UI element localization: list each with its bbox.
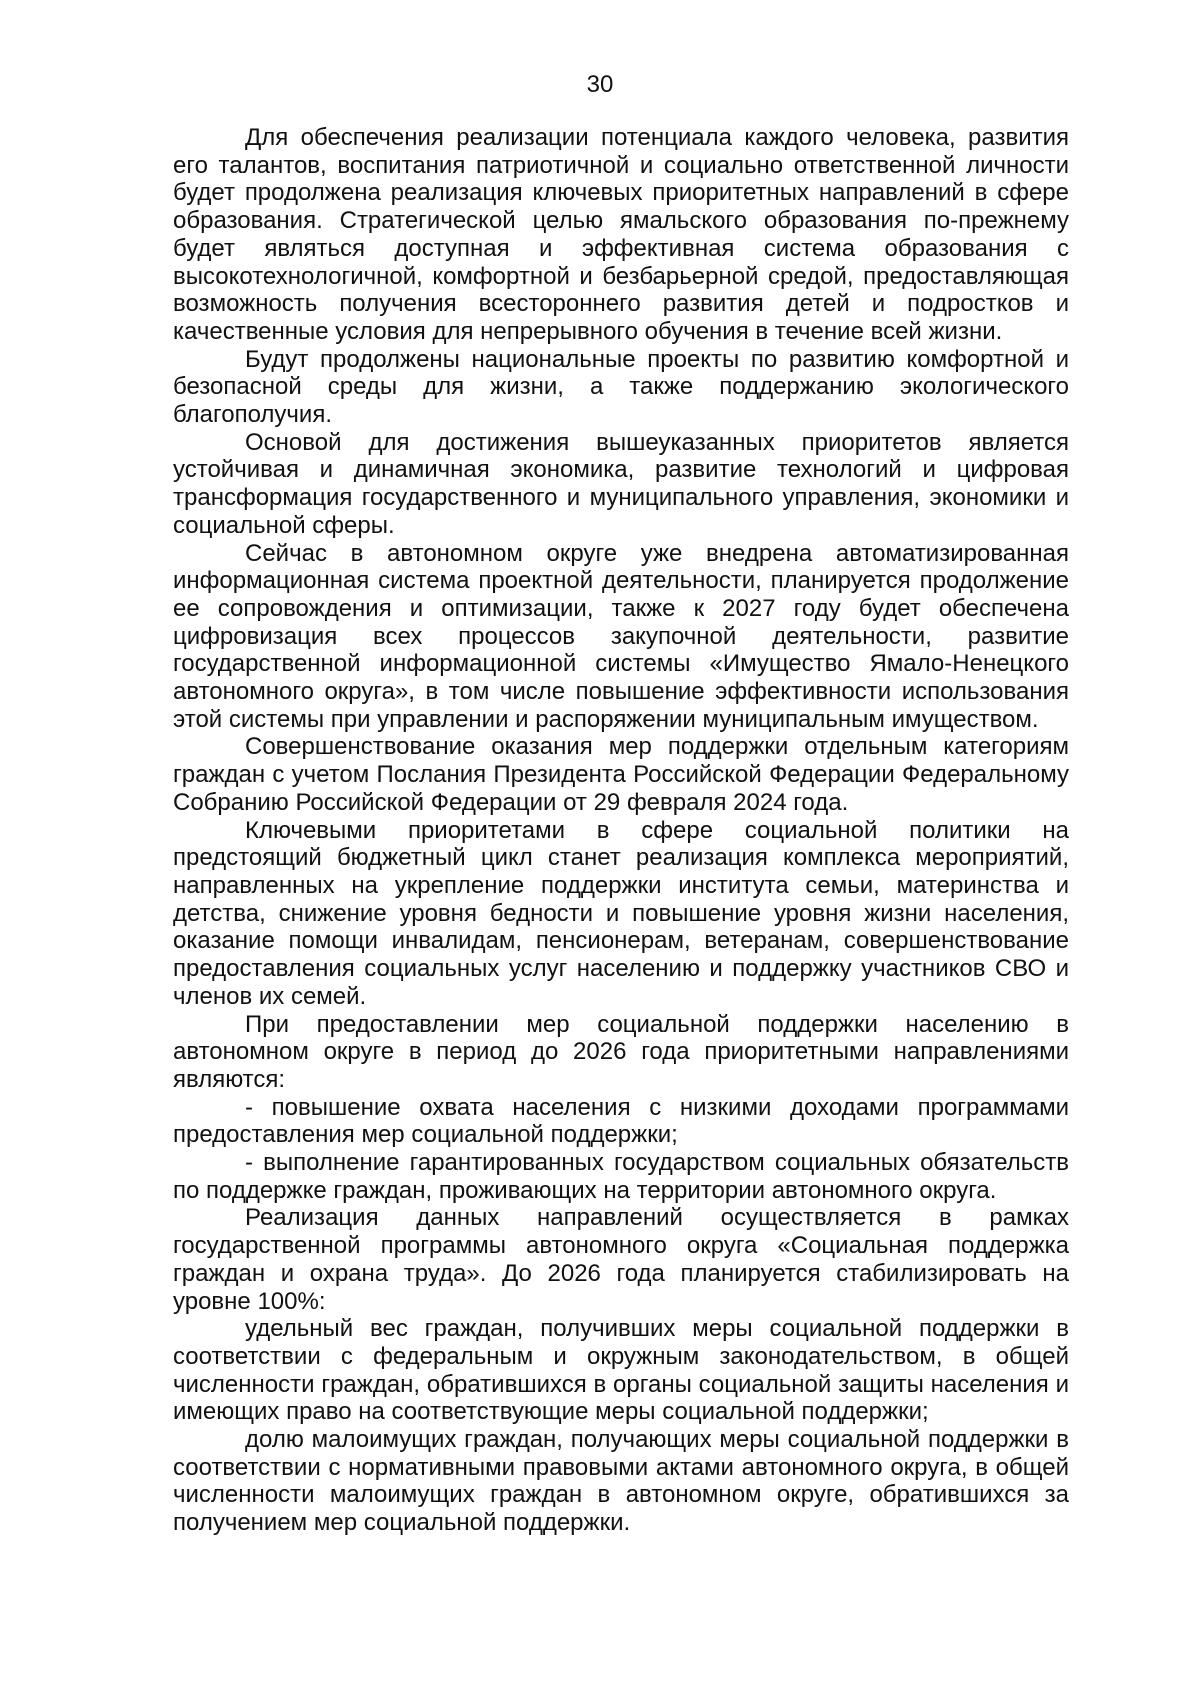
paragraph: долю малоимущих граждан, получающих меры социальной поддержки в соответствии с нормативными правовыми актами автономного округа, в общей численности малоимущих граждан в автономном округе, обратившихся за получением мер социальной поддержки.	[173, 1426, 1069, 1537]
paragraph: Ключевыми приоритетами в сфере социальной политики на предстоящий бюджетный цикл станет реализация комплекса мероприятий, направленных на укрепление поддержки института семьи, материнства и детства, снижение уровня бедности и повышение уровня жизни населения, оказание помощи инвалидам, пенсионерам, ветеранам, совершенствование предоставления социальных услуг населению и поддержку участников СВО и членов их семей.	[173, 816, 1069, 1010]
paragraph: удельный вес граждан, получивших меры социальной поддержки в соответствии с федеральным и окружным законодательством, в общей численности граждан, обратившихся в органы социальной защиты населения и имеющих право на соответствующие меры социальной поддержки;	[173, 1315, 1069, 1426]
paragraph: Совершенствование оказания мер поддержки отдельным категориям граждан с учетом Послания Президента Российской Федерации Федеральному Собранию Российской Федерации от 29 февраля 2024 года.	[173, 733, 1069, 816]
paragraph: Реализация данных направлений осуществляется в рамках государственной программы автономного округа «Социальная поддержка граждан и охрана труда». До 2026 года планируется стабилизировать на уровне 100%:	[173, 1204, 1069, 1315]
list-item: - повышение охвата населения с низкими доходами программами предоставления мер социальной поддержки;	[173, 1093, 1069, 1149]
paragraph: При предоставлении мер социальной поддержки населению в автономном округе в период до 2026 года приоритетными направлениями являются:	[173, 1010, 1069, 1093]
document-body	[173, 124, 1069, 1537]
paragraph: Будут продолжены национальные проекты по развитию комфортной и безопасной среды для жизни, а также поддержанию экологического благополучия.	[173, 345, 1069, 429]
page-number: 30	[586, 71, 614, 98]
list-item: - выполнение гарантированных государством социальных обязательств по поддержке граждан, проживающих на территории автономного округа.	[173, 1149, 1069, 1204]
paragraph: Основой для достижения вышеуказанных приоритетов является устойчивая и динамичная экономика, развитие технологий и цифровая трансформация государственного и муниципального управления, экономики и социальной сферы.	[173, 428, 1069, 539]
paragraph: Сейчас в автономном округе уже внедрена автоматизированная информационная система проектной деятельности, планируется продолжение ее сопровождения и оптимизации, также к 2027 году будет обеспечена цифровизация всех процессов закупочной деятельности, развитие государственной информационной системы «Имущество Ямало-Ненецкого автономного округа», в том числе повышение эффективности использования этой системы при управлении и распоряжении муниципальным имуществом.	[173, 539, 1069, 733]
paragraph: Для обеспечения реализации потенциала каждого человека, развития его талантов, воспитания патриотичной и социально ответственной личности будет продолжена реализация ключевых приоритетных направлений в сфере образования. Стратегической целью ямальского образования по-прежнему будет являться доступная и эффективная система образования с высокотехнологичной, комфортной и безбарьерной средой, предоставляющая возможность получения всестороннего развития детей и подростков и качественные условия для непрерывного обучения в течение всей жизни.	[173, 124, 1069, 345]
